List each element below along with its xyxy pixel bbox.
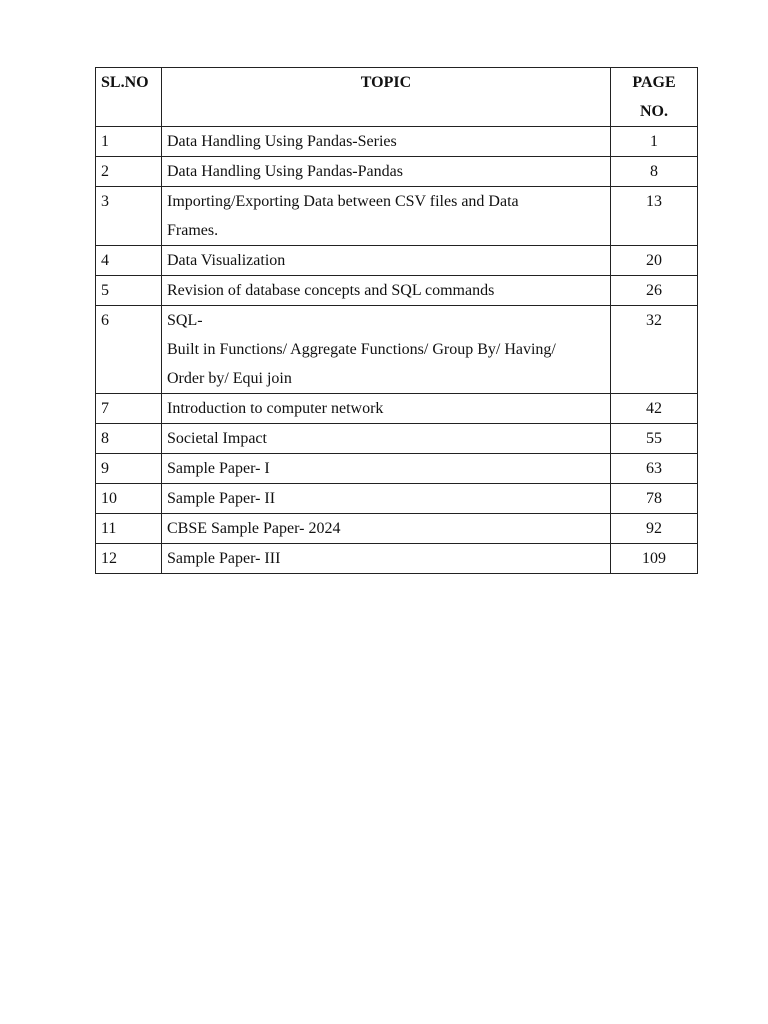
row-page-no: 109 [611,544,698,574]
row-topic [162,127,611,157]
header-page-line2: NO. [640,103,668,120]
topic-line: Revision of database concepts and SQL commands [167,282,495,299]
topic-line: Data Handling Using Pandas-Pandas [167,163,403,180]
row-sl-no: 2 [96,157,162,187]
topic-line: Importing/Exporting Data between CSV files and Data [167,193,519,210]
table-row [96,394,698,424]
row-topic [162,454,611,484]
topic-line: CBSE Sample Paper- 2024 [167,520,341,537]
row-sl-no: 6 [96,306,162,394]
topic-line: Order by/ Equi join [167,370,292,387]
topic-line: Data Visualization [167,252,286,269]
row-sl-no: 10 [96,484,162,514]
topic-line: Sample Paper- I [167,460,270,477]
row-topic [162,394,611,424]
row-sl-no: 11 [96,514,162,544]
table-of-contents [95,67,698,574]
row-topic [162,157,611,187]
table-row [96,127,698,157]
row-sl-no: 5 [96,276,162,306]
header-page-line1: PAGE [632,74,676,91]
row-topic [162,484,611,514]
row-topic [162,514,611,544]
row-page-no: 63 [611,454,698,484]
row-page-no: 1 [611,127,698,157]
table-row [96,276,698,306]
topic-line: SQL- [167,312,203,329]
row-page-no: 32 [611,306,698,394]
row-topic [162,276,611,306]
topic-line: Introduction to computer network [167,400,384,417]
row-sl-no: 12 [96,544,162,574]
table-body [96,127,698,574]
header-page-no [611,68,698,127]
row-topic [162,306,611,394]
table-header-row [96,68,698,127]
row-topic [162,544,611,574]
topic-line: Data Handling Using Pandas-Series [167,133,397,150]
row-topic [162,424,611,454]
row-page-no: 20 [611,246,698,276]
topic-line: Frames. [167,222,219,239]
table-row [96,246,698,276]
row-page-no: 78 [611,484,698,514]
table-row [96,454,698,484]
row-sl-no: 7 [96,394,162,424]
row-page-no: 42 [611,394,698,424]
table-row [96,306,698,394]
topic-line: Sample Paper- II [167,490,276,507]
table-row [96,157,698,187]
row-sl-no: 4 [96,246,162,276]
row-topic [162,246,611,276]
topic-line: Sample Paper- III [167,550,281,567]
header-sl-no: SL.NO [96,68,162,127]
table-row [96,484,698,514]
header-topic: TOPIC [162,68,611,127]
row-topic [162,187,611,246]
row-sl-no: 9 [96,454,162,484]
table-row [96,514,698,544]
row-sl-no: 3 [96,187,162,246]
row-page-no: 26 [611,276,698,306]
row-page-no: 92 [611,514,698,544]
row-page-no: 55 [611,424,698,454]
topic-line: Built in Functions/ Aggregate Functions/ Group By/ Having/ [167,341,556,358]
row-sl-no: 8 [96,424,162,454]
row-sl-no: 1 [96,127,162,157]
row-page-no: 8 [611,157,698,187]
row-page-no: 13 [611,187,698,246]
table-row [96,424,698,454]
table-row [96,187,698,246]
topic-line: Societal Impact [167,430,267,447]
table-row [96,544,698,574]
